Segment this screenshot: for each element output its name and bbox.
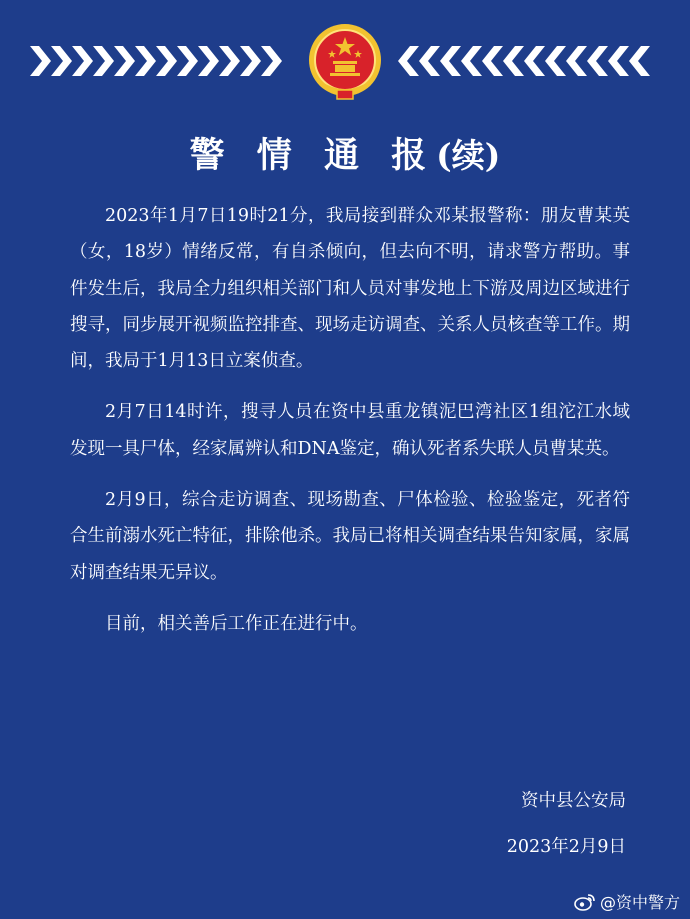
paragraph-incident: 2023年1月7日19时21分，我局接到群众邓某报警称：朋友曹某英（女，18岁）情绪反常，有自杀倾向，但去向不明，请求警方帮助。事件发生后，我局全力组织相关部门和人员对事发地上下游及周边区域进行搜寻，同步展开视频监控排查、现场走访调查、关系人员核查等工作。期间，我局于1月13日立案侦查。 — [70, 206, 630, 372]
title-suffix: (续) — [436, 136, 501, 175]
paragraph-conclusion: 2月9日，综合走访调查、现场勘查、尸体检验、检验鉴定，死者符合生前溺水死亡特征，排除他杀。我局已将相关调查结果告知家属，家属对调查结果无异议。 — [70, 490, 630, 583]
notice-body — [70, 198, 630, 642]
signature-block — [507, 778, 626, 870]
header-band — [0, 0, 690, 110]
watermark-text: @资中警方 — [599, 893, 680, 912]
issuing-organization: 资中县公安局 — [521, 791, 626, 811]
police-emblem — [302, 20, 388, 102]
paragraph-discovery: 2月7日14时许，搜寻人员在资中县重龙镇泥巴湾社区1组沱江水域发现一具尸体，经家属辨认和DNA鉴定，确认死者系失联人员曹某英。 — [70, 402, 630, 459]
issue-date: 2023年2月9日 — [506, 837, 626, 857]
chevron-stripe-left — [30, 46, 290, 76]
weibo-icon — [574, 893, 596, 911]
chevron-stripe-right — [398, 46, 660, 76]
paragraph-status: 目前，相关善后工作正在进行中。 — [105, 613, 368, 634]
page-title — [0, 128, 690, 178]
weibo-watermark — [574, 890, 680, 913]
title-main: 警 情 通 报 — [189, 135, 437, 176]
